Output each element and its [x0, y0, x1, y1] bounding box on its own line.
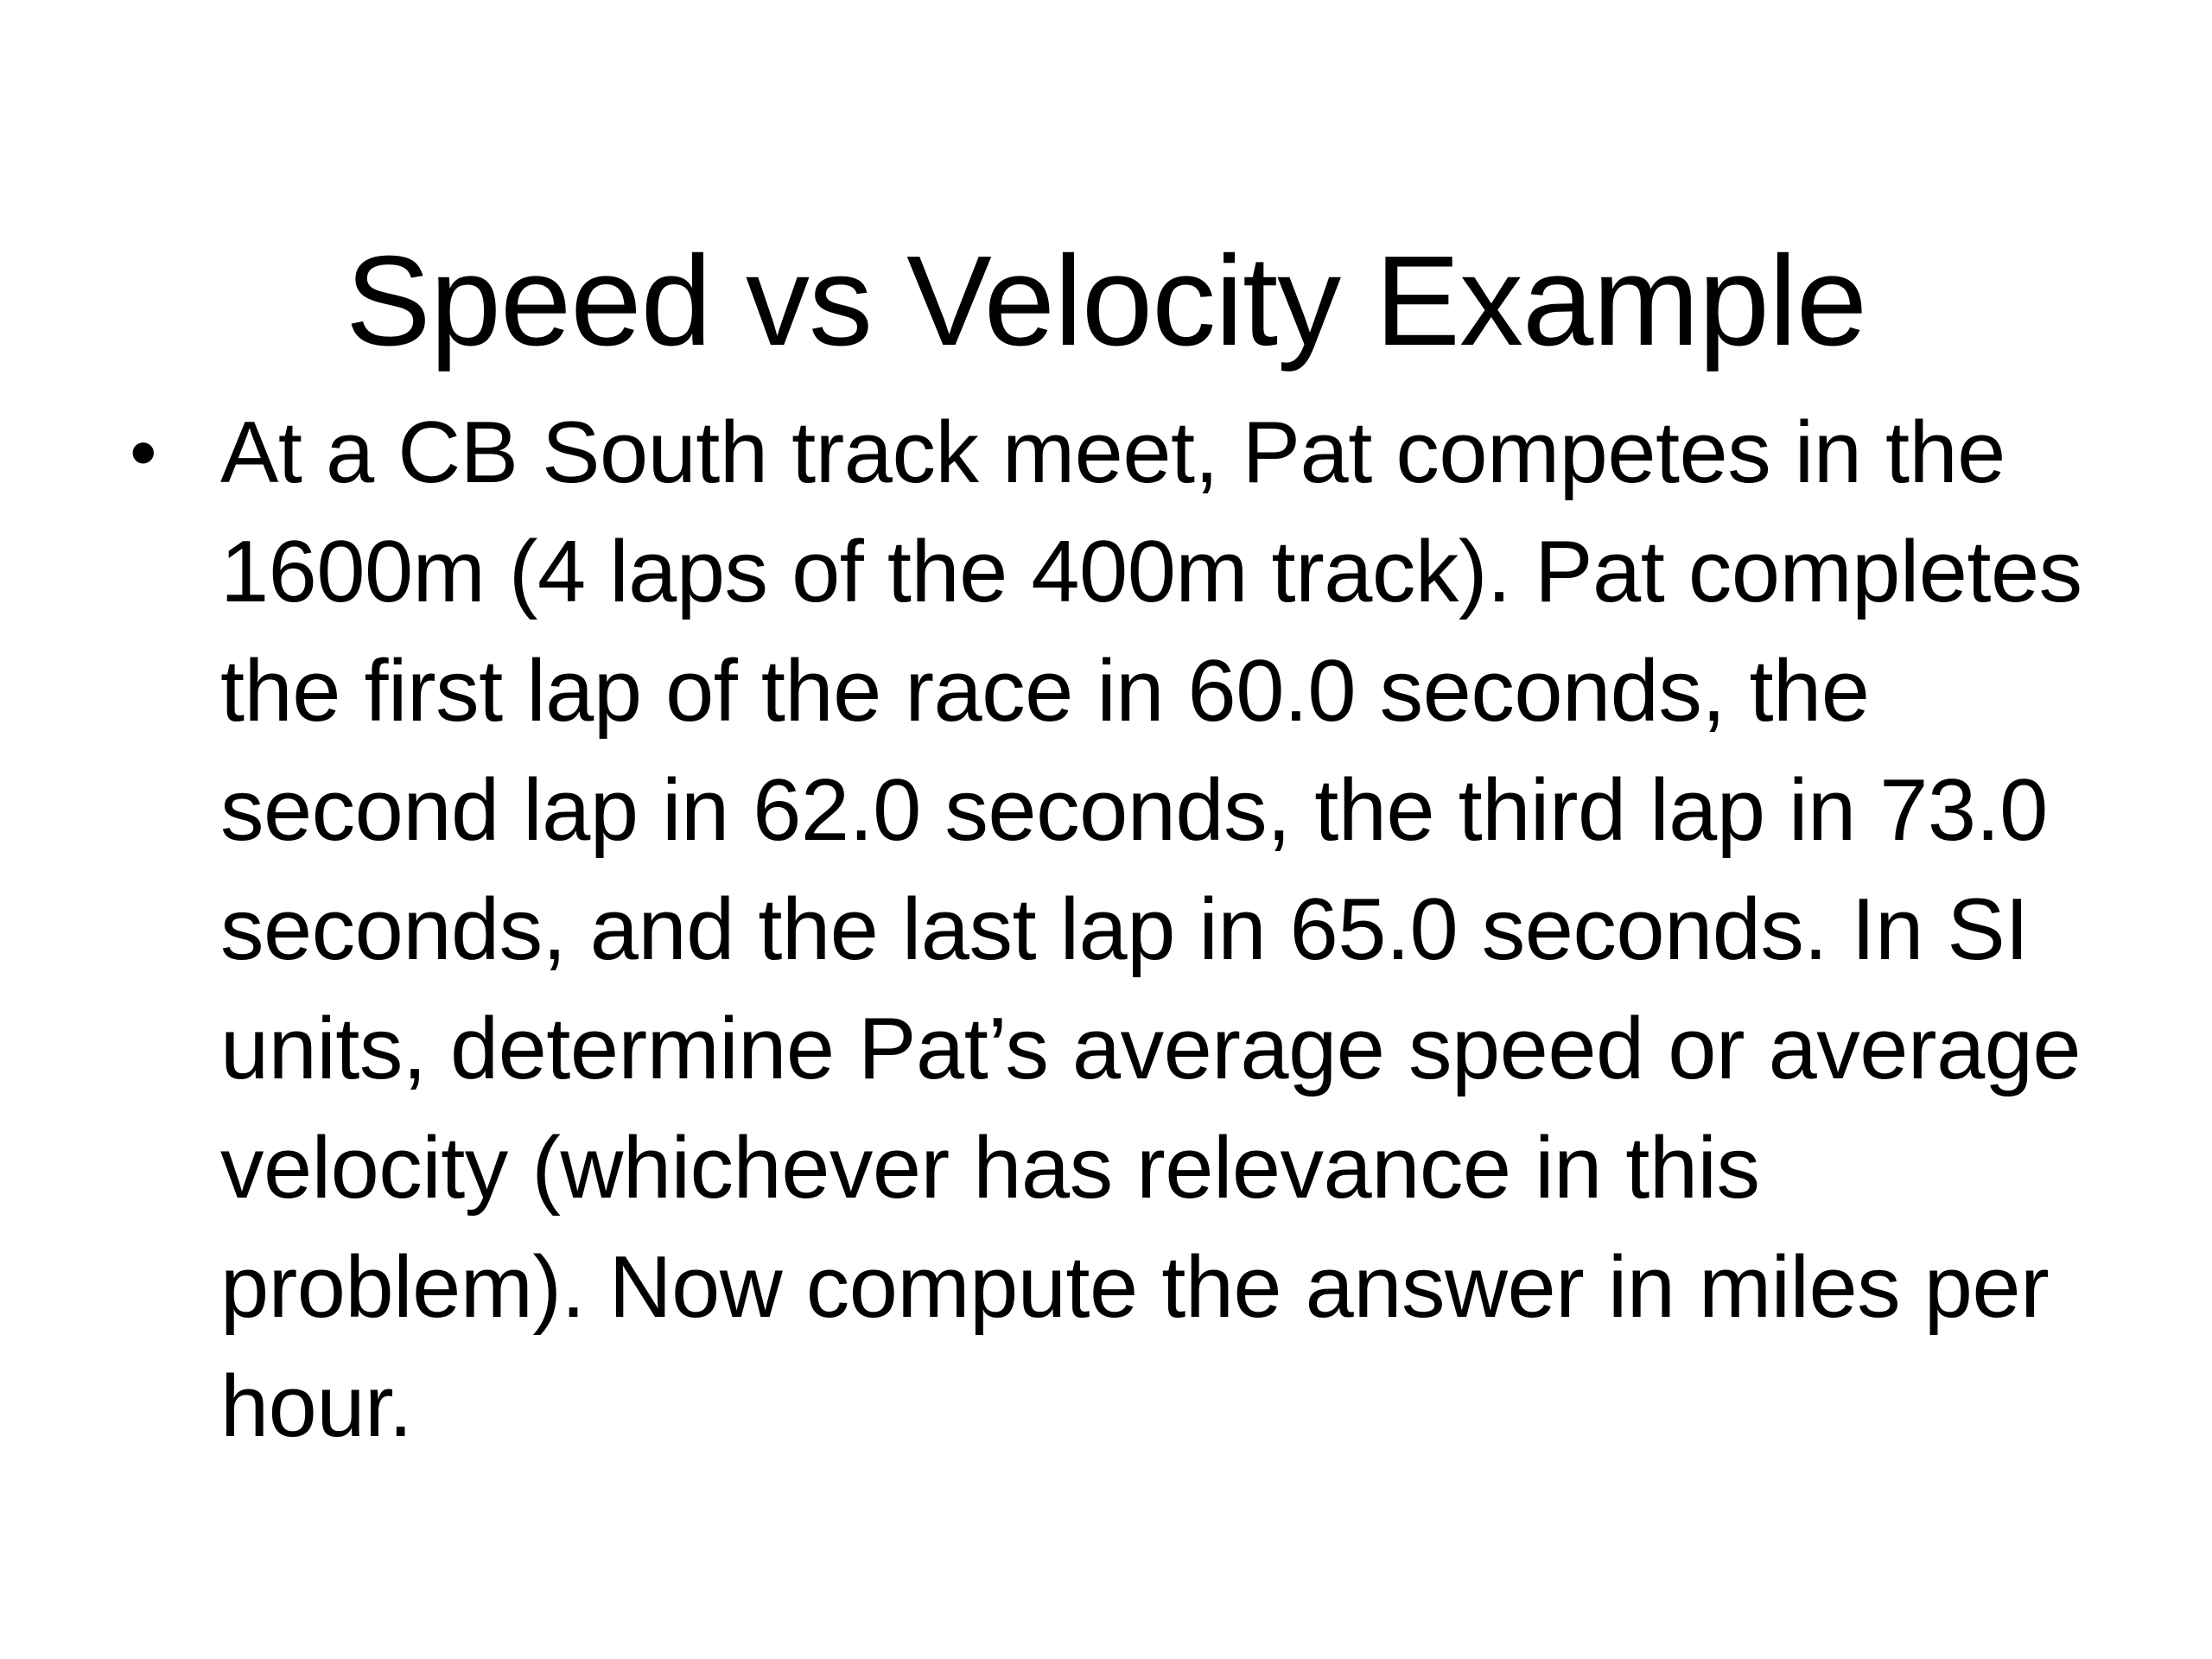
bullet-item	[130, 393, 2126, 1466]
bullet-list	[130, 393, 2126, 1466]
bullet-text: At a CB South track meet, Pat competes in the 1600m (4 laps of the 400m track). Pat completes the first lap of the race in 60.0 seconds, the second lap in 62.0 seconds, the third lap in 73.0 seconds, and the last lap in 65.0 seconds. In SI units, determine Pat’s average speed or average velocity (whichever has relevance in this problem). Now compute the answer in miles per hour.	[220, 404, 2082, 1455]
bullet-marker: •	[130, 410, 157, 496]
slide-title: Speed vs Velocity Example	[345, 230, 1867, 373]
